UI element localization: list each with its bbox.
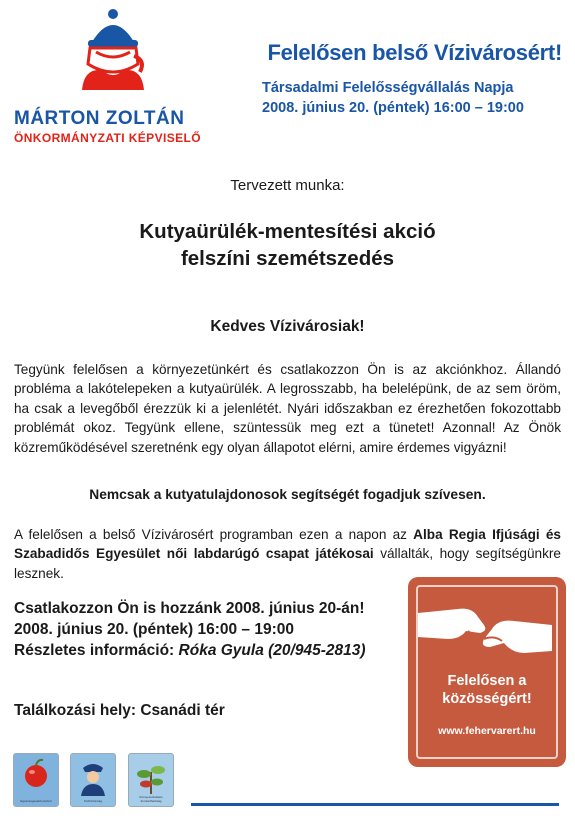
apple-icon <box>13 753 59 807</box>
candidate-logo-icon <box>76 6 150 90</box>
welcome-note: Nemcsak a kutyatulajdonosok segítségét fogadjuk szívesen. <box>89 487 486 502</box>
helping-hands-icon <box>414 591 556 671</box>
event-date: 2008. június 20. (péntek) 16:00 – 19:00 <box>262 100 524 116</box>
intro-paragraph: Tegyünk felelősen a környezetünkért és csatlakozzon Ön is az akciónkhoz. Állandó probléma a lakótelepeken a kutyaürülék. A legrosszabb, ha belelépünk, de az sem öröm, ha csak a levegőből érezzük ki a jelenlétét. Nyári időszakban ez érezhetően fokozottabb problémát okoz. Tegyünk ellene, szüntessük meg ezt a tünetet! Azonnal! Az Önök közreműködésével szeretnénk egy olyan állapotot elérni, amire érdemes vigyázni! <box>14 362 561 455</box>
candidate-name: MÁRTON ZOLTÁN <box>14 108 185 129</box>
community-badge <box>408 577 566 767</box>
plant-icon-caption: Környezettudatos fenntarthatóság <box>139 795 163 803</box>
action-title <box>0 218 575 272</box>
partner-text-end: vállalták, hogy segítségünkre lesznek. <box>14 546 561 581</box>
badge-url: www.fehervarert.hu <box>438 725 536 737</box>
badge-title <box>408 672 566 708</box>
contact-person: Róka Gyula (20/945-2813) <box>178 642 366 659</box>
event-datetime: 2008. június 20. (péntek) 16:00 – 19:00 <box>14 621 294 638</box>
contact-label: Részletes információ: <box>14 642 179 659</box>
partner-organization: Alba Regia Ifjúsági és Szabadidős Egyesület női labdarúgó csapat játékosai <box>14 527 561 562</box>
badge-line-1: Felelősen a <box>447 673 527 689</box>
meeting-place: Találkozási hely: Csanádi tér <box>14 702 225 719</box>
plant-icon <box>128 753 174 807</box>
partner-paragraph <box>14 525 561 583</box>
event-name: Társadalmi Felelősségvállalás Napja <box>262 80 514 96</box>
join-invitation: Csatlakozzon Ön is hozzánk 2008. június 20-án! <box>14 600 365 617</box>
police-officer-icon <box>70 753 116 807</box>
police-icon-caption: Közbiztonság <box>83 798 102 803</box>
campaign-slogan: Felelősen belső Vízivárosért! <box>267 40 562 65</box>
badge-line-2: közösségért! <box>442 691 532 707</box>
footer-divider <box>191 803 559 806</box>
candidate-role: ÖNKORMÁNYZATI KÉPVISELŐ <box>14 131 201 145</box>
partner-text-start: A felelősen a belső Vízivárosért programban ezen a napon az <box>14 527 414 542</box>
action-title-line-2: felszíni szemétszedés <box>180 247 395 270</box>
greeting: Kedves Vízivárosiak! <box>210 318 365 335</box>
action-title-line-1: Kutyaürülék-mentesítési akció <box>139 220 436 243</box>
planned-work-label: Tervezett munka: <box>230 177 345 194</box>
apple-icon-caption: Egészségesebb jövőért <box>20 798 52 803</box>
contact-info <box>14 641 404 662</box>
